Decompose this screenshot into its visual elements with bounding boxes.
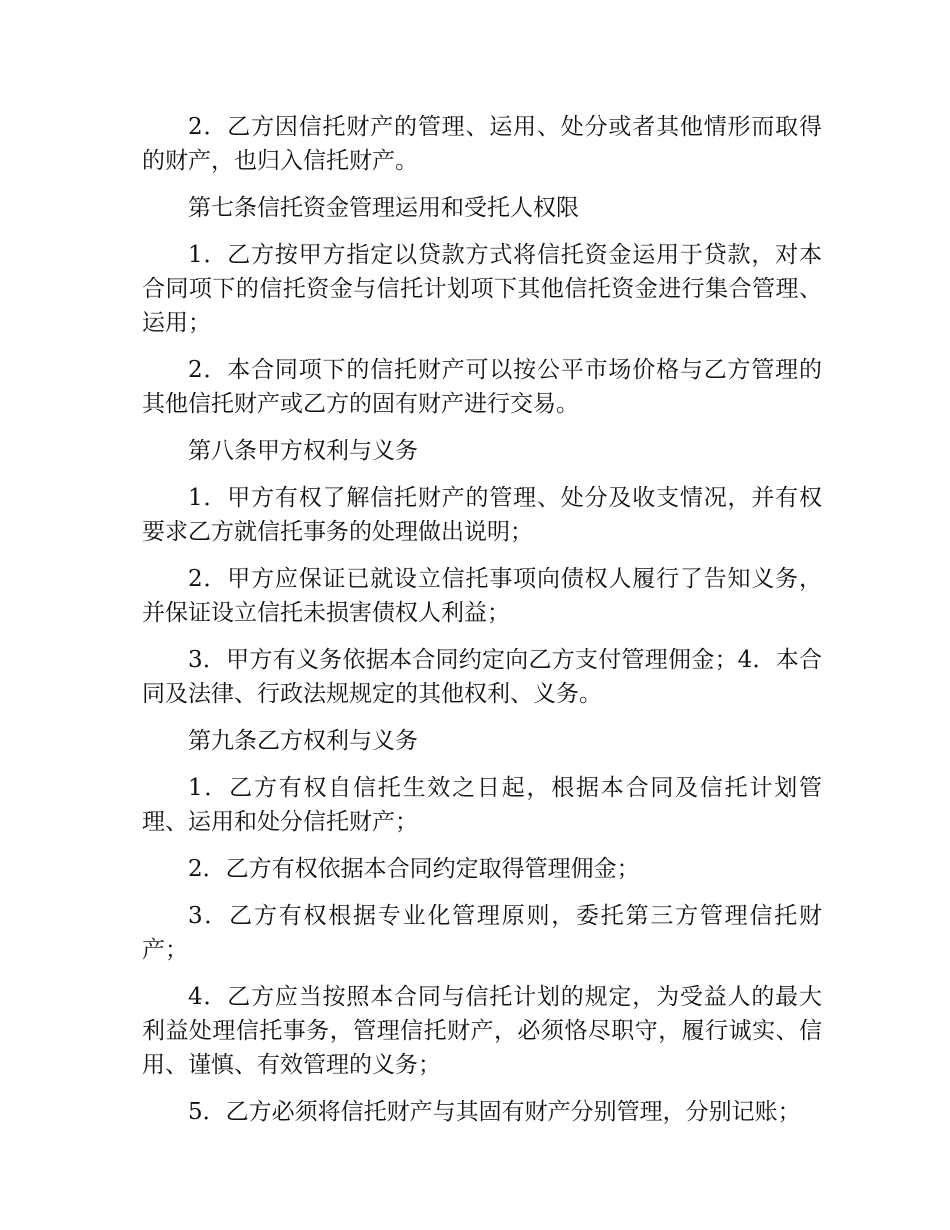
clause-item: 5．乙方必须将信托财产与其固有财产分别管理，分别记账； (188, 1099, 801, 1125)
clause-item: 2．甲方应保证已就设立信托事项向债权人履行了告知义务，并保证设立信托未损害债权人利益； (142, 566, 822, 626)
article-heading: 第七条信托资金管理运用和受托人权限 (188, 195, 579, 221)
document-body (142, 110, 822, 1142)
clause-item: 3．乙方有权根据专业化管理原则，委托第三方管理信托财产； (142, 903, 822, 963)
clause-item: 2．乙方有权依据本合同约定取得管理佣金； (188, 856, 640, 882)
clause-item: 1．甲方有权了解信托财产的管理、处分及收支情况，并有权要求乙方就信托事务的处理做出说明； (142, 485, 822, 545)
clause-item: 3．甲方有义务依据本合同约定向乙方支付管理佣金；4．本合同及法律、行政法规规定的其他权利、义务。 (142, 647, 822, 707)
clause-item: 4．乙方应当按照本合同与信托计划的规定，为受益人的最大利益处理信托事务，管理信托财产，必须恪尽职守，履行诚实、信用、谨慎、有效管理的义务； (142, 984, 822, 1078)
clause-item: 1．乙方按甲方指定以贷款方式将信托资金运用于贷款，对本合同项下的信托资金与信托计划项下其他信托资金进行集合管理、运用； (142, 242, 822, 336)
article-heading: 第八条甲方权利与义务 (188, 438, 418, 464)
clause-item: 1．乙方有权自信托生效之日起，根据本合同及信托计划管理、运用和处分信托财产； (142, 775, 822, 835)
clause-item: 2．本合同项下的信托财产可以按公平市场价格与乙方管理的其他信托财产或乙方的固有财产进行交易。 (142, 357, 822, 417)
clause-item: 2．乙方因信托财产的管理、运用、处分或者其他情形而取得的财产，也归入信托财产。 (142, 114, 822, 174)
article-heading: 第九条乙方权利与义务 (188, 728, 418, 754)
